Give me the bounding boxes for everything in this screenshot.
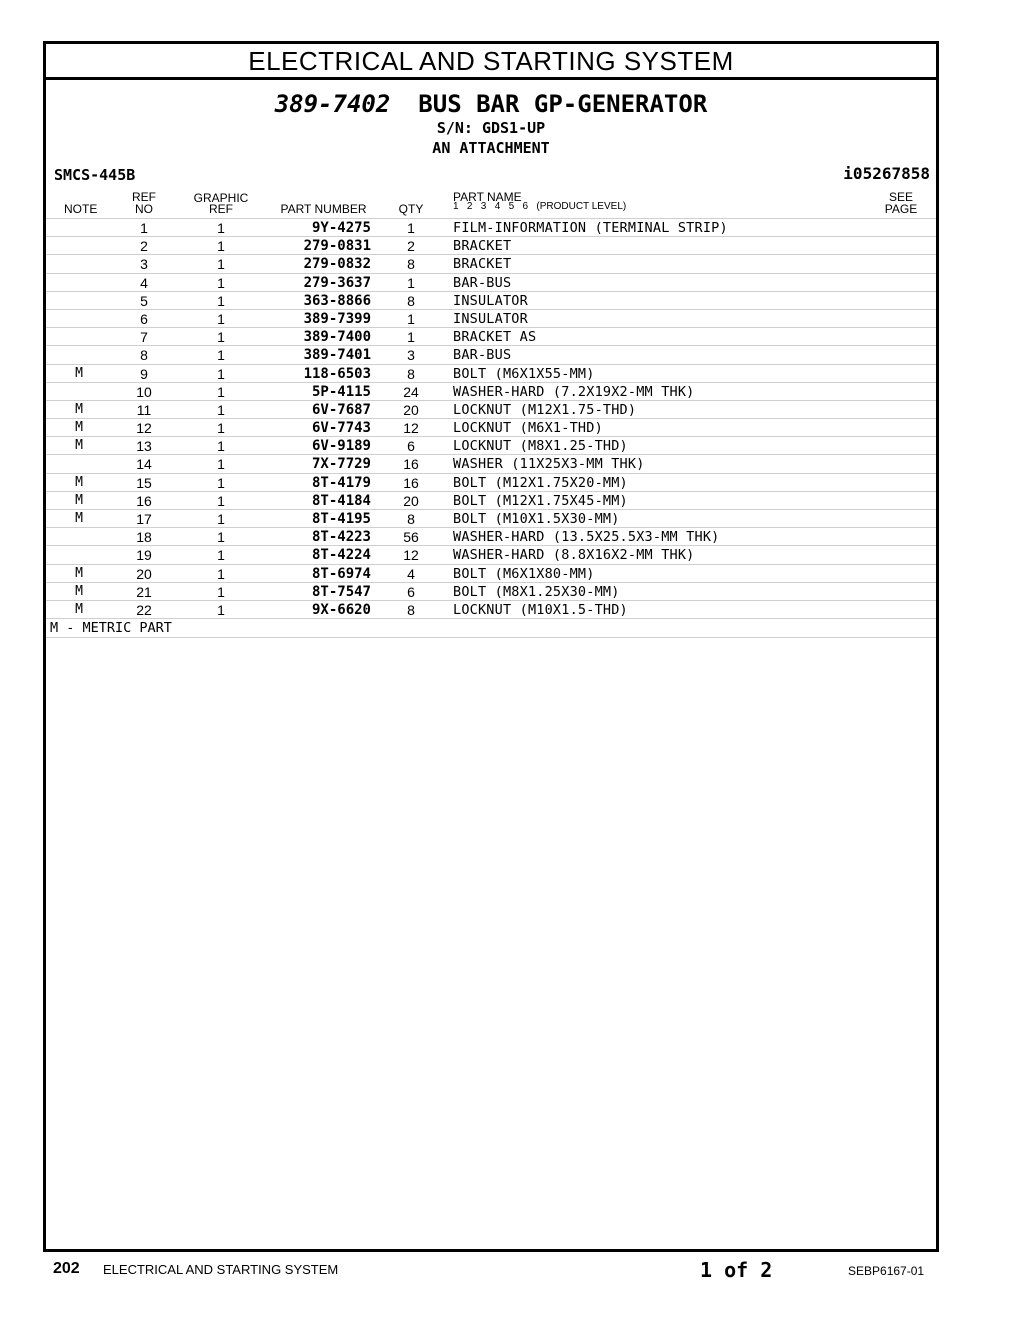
part-name-cell: BOLT (M6X1X55-MM) — [453, 365, 595, 382]
note-cell: M — [75, 438, 83, 454]
part-name-cell: BRACKET AS — [453, 329, 537, 346]
table-row — [46, 273, 936, 291]
part-name-cell: LOCKNUT (M8X1.25-THD) — [453, 438, 628, 455]
part-name-cell: BRACKET — [453, 256, 512, 273]
table-row — [46, 545, 936, 563]
group-header — [46, 90, 936, 158]
qty-cell: 2 — [407, 238, 415, 255]
ref-no-cell: 3 — [140, 256, 148, 273]
graphic-ref-cell: 1 — [217, 274, 225, 291]
note-cell: M — [75, 401, 83, 417]
graphic-ref-cell: 1 — [217, 220, 225, 236]
note-cell: M — [75, 420, 83, 436]
table-header — [46, 187, 936, 217]
table-row — [46, 582, 936, 600]
part-number-cell: 6V-7743 — [311, 420, 371, 437]
part-name-cell: FILM-INFORMATION (TERMINAL STRIP) — [453, 220, 728, 236]
part-name-cell: WASHER-HARD (8.8X16X2-MM THK) — [453, 547, 695, 564]
part-number-cell: 279-0832 — [303, 256, 371, 273]
graphic-ref-cell: 1 — [217, 492, 225, 509]
part-name-cell: BOLT (M12X1.75X20-MM) — [453, 474, 628, 491]
ref-no-cell: 10 — [136, 383, 152, 400]
part-number-cell: 118-6503 — [303, 365, 371, 382]
table-row — [46, 436, 936, 454]
graphic-ref-cell: 1 — [217, 438, 225, 455]
table-row — [46, 345, 936, 363]
footnote: M - METRIC PART — [46, 618, 936, 638]
group-type: AN ATTACHMENT — [432, 139, 550, 157]
graphic-ref-cell: 1 — [217, 565, 225, 582]
part-name-cell: BRACKET — [453, 238, 512, 255]
part-number-cell: 8T-4179 — [311, 474, 371, 491]
qty-cell: 1 — [407, 274, 415, 291]
table-row — [46, 454, 936, 472]
qty-cell: 20 — [403, 401, 419, 418]
graphic-ref-cell: 1 — [217, 238, 225, 255]
table-row — [46, 382, 936, 400]
smcs-code: SMCS-445B — [54, 166, 136, 184]
group-name: BUS BAR GP-GENERATOR — [418, 90, 708, 118]
graphic-ref-cell: 1 — [217, 601, 225, 618]
qty-cell: 1 — [407, 220, 415, 236]
ref-no-cell: 14 — [136, 456, 152, 473]
table-row — [46, 291, 936, 309]
ref-no-cell: 17 — [136, 511, 152, 527]
qty-cell: 16 — [403, 474, 419, 491]
graphic-ref-cell: 1 — [217, 347, 225, 364]
header-graphic-top: GRAPHIC — [193, 191, 249, 205]
group-number: 389-7402 — [274, 90, 391, 118]
parts-page-frame — [43, 41, 939, 1252]
ref-no-cell: 6 — [140, 310, 148, 327]
ref-no-cell: 5 — [140, 292, 148, 309]
header-graphic-bottom: REF — [209, 202, 233, 216]
ref-no-cell: 4 — [140, 274, 148, 291]
table-row — [46, 254, 936, 272]
graphic-ref-cell: 1 — [217, 329, 225, 346]
part-number-cell: 6V-9189 — [311, 438, 371, 455]
serial-number: S/N: GDS1-UP — [436, 119, 546, 137]
table-row — [46, 473, 936, 491]
qty-cell: 56 — [403, 529, 419, 546]
note-cell: M — [75, 474, 83, 490]
table-row — [46, 218, 936, 236]
qty-cell: 12 — [403, 547, 419, 564]
table-row — [46, 236, 936, 254]
part-number-cell: 279-0831 — [303, 238, 371, 255]
note-cell: M — [75, 492, 83, 508]
graphic-ref-cell: 1 — [217, 365, 225, 382]
part-name-cell: LOCKNUT (M6X1-THD) — [453, 420, 603, 437]
part-name-cell: WASHER (11X25X3-MM THK) — [453, 456, 645, 473]
note-cell: M — [75, 565, 83, 581]
ref-no-cell: 19 — [136, 547, 152, 564]
qty-cell: 24 — [403, 383, 419, 400]
qty-cell: 8 — [407, 601, 415, 618]
ref-no-cell: 16 — [136, 492, 152, 509]
graphic-ref-cell: 1 — [217, 474, 225, 491]
part-name-cell: INSULATOR — [453, 310, 528, 327]
ref-no-cell: 9 — [140, 365, 148, 382]
note-cell: M — [75, 365, 83, 381]
header-part-name: PART NAME — [453, 190, 522, 204]
header-see-top: SEE — [888, 190, 913, 204]
graphic-ref-cell: 1 — [217, 383, 225, 400]
part-name-cell: BOLT (M8X1.25X30-MM) — [453, 583, 620, 600]
part-number-cell: 8T-7547 — [311, 583, 371, 600]
graphic-ref-cell: 1 — [217, 256, 225, 273]
parts-table — [46, 218, 936, 638]
part-number-cell: 8T-4195 — [311, 511, 371, 527]
ref-no-cell: 20 — [136, 565, 152, 582]
qty-cell: 8 — [407, 256, 415, 273]
part-name-cell: BOLT (M10X1.5X30-MM) — [453, 511, 620, 527]
table-row — [46, 327, 936, 345]
qty-cell: 4 — [407, 565, 415, 582]
graphic-ref-cell: 1 — [217, 529, 225, 546]
table-row — [46, 491, 936, 509]
qty-cell: 1 — [407, 310, 415, 327]
qty-cell: 8 — [407, 511, 415, 527]
note-cell: M — [75, 511, 83, 526]
header-note: NOTE — [64, 202, 98, 216]
header-part-number: PART NUMBER — [280, 202, 367, 216]
part-name-cell: BOLT (M12X1.75X45-MM) — [453, 492, 628, 509]
footer-page-number: 202 — [53, 1260, 80, 1277]
part-number-cell: 389-7400 — [303, 329, 371, 346]
table-row — [46, 418, 936, 436]
table-row — [46, 364, 936, 382]
table-row — [46, 600, 936, 618]
table-row — [46, 400, 936, 418]
ref-no-cell: 12 — [136, 420, 152, 437]
ref-no-cell: 15 — [136, 474, 152, 491]
footer-doc-id: SEBP6167-01 — [848, 1264, 925, 1278]
qty-cell: 16 — [403, 456, 419, 473]
header-product-level: 1 2 3 4 5 6 (PRODUCT LEVEL) — [453, 201, 627, 212]
graphic-ref-cell: 1 — [217, 583, 225, 600]
graphic-ref-cell: 1 — [217, 292, 225, 309]
part-name-cell: BAR-BUS — [453, 347, 512, 364]
qty-cell: 20 — [403, 492, 419, 509]
header-see-bottom: PAGE — [884, 202, 918, 216]
table-row — [46, 564, 936, 582]
part-number-cell: 389-7399 — [303, 310, 371, 327]
graphic-ref-cell: 1 — [217, 420, 225, 437]
part-name-cell: WASHER-HARD (7.2X19X2-MM THK) — [453, 383, 695, 400]
graphic-ref-cell: 1 — [217, 456, 225, 473]
ref-no-cell: 13 — [136, 438, 152, 455]
part-name-cell: WASHER-HARD (13.5X25.5X3-MM THK) — [453, 529, 720, 546]
qty-cell: 6 — [407, 583, 415, 600]
header-ref-top: REF — [132, 190, 156, 204]
part-number-cell: 8T-4224 — [311, 547, 371, 564]
header-qty: QTY — [398, 202, 424, 216]
graphic-ref-cell: 1 — [217, 547, 225, 564]
part-name-cell: LOCKNUT (M12X1.75-THD) — [453, 401, 637, 418]
part-number-cell: 9Y-4275 — [311, 220, 371, 236]
section-title: ELECTRICAL AND STARTING SYSTEM — [46, 44, 936, 80]
part-number-cell: 9X-6620 — [311, 601, 371, 618]
part-number-cell: 8T-4223 — [311, 529, 371, 546]
table-row — [46, 509, 936, 527]
part-name-cell: BAR-BUS — [453, 274, 512, 291]
ref-no-cell: 21 — [136, 583, 152, 600]
part-number-cell: 363-8866 — [303, 292, 371, 309]
graphic-ref-cell: 1 — [217, 511, 225, 527]
graphic-ref-cell: 1 — [217, 401, 225, 418]
ref-no-cell: 8 — [140, 347, 148, 364]
ref-no-cell: 11 — [136, 401, 152, 418]
qty-cell: 8 — [407, 365, 415, 382]
page-footer — [0, 1258, 1020, 1288]
part-name-cell: INSULATOR — [453, 292, 528, 309]
part-name-cell: BOLT (M6X1X80-MM) — [453, 565, 595, 582]
footer-section: ELECTRICAL AND STARTING SYSTEM — [103, 1262, 339, 1277]
illustration-id: i05267858 — [843, 164, 930, 183]
part-number-cell: 5P-4115 — [311, 383, 371, 400]
qty-cell: 3 — [407, 347, 415, 364]
part-number-cell: 8T-6974 — [311, 565, 371, 582]
ref-no-cell: 18 — [136, 529, 152, 546]
ref-no-cell: 2 — [140, 238, 148, 255]
note-cell: M — [75, 601, 83, 617]
part-name-cell: LOCKNUT (M10X1.5-THD) — [453, 601, 628, 618]
part-number-cell: 279-3637 — [303, 274, 371, 291]
header-ref-bottom: NO — [135, 202, 153, 216]
footer-page-of: 1 of 2 — [700, 1258, 773, 1282]
part-number-cell: 389-7401 — [303, 347, 371, 364]
ref-no-cell: 22 — [136, 601, 152, 618]
qty-cell: 12 — [403, 420, 419, 437]
qty-cell: 8 — [407, 292, 415, 309]
qty-cell: 1 — [407, 329, 415, 346]
part-number-cell: 6V-7687 — [311, 401, 371, 418]
group-title-line — [46, 90, 936, 118]
part-number-cell: 7X-7729 — [311, 456, 371, 473]
table-row — [46, 309, 936, 327]
part-number-cell: 8T-4184 — [311, 492, 371, 509]
graphic-ref-cell: 1 — [217, 310, 225, 327]
table-row — [46, 527, 936, 545]
qty-cell: 6 — [407, 438, 415, 455]
note-cell: M — [75, 583, 83, 599]
ref-no-cell: 7 — [140, 329, 148, 346]
ref-no-cell: 1 — [140, 220, 148, 236]
